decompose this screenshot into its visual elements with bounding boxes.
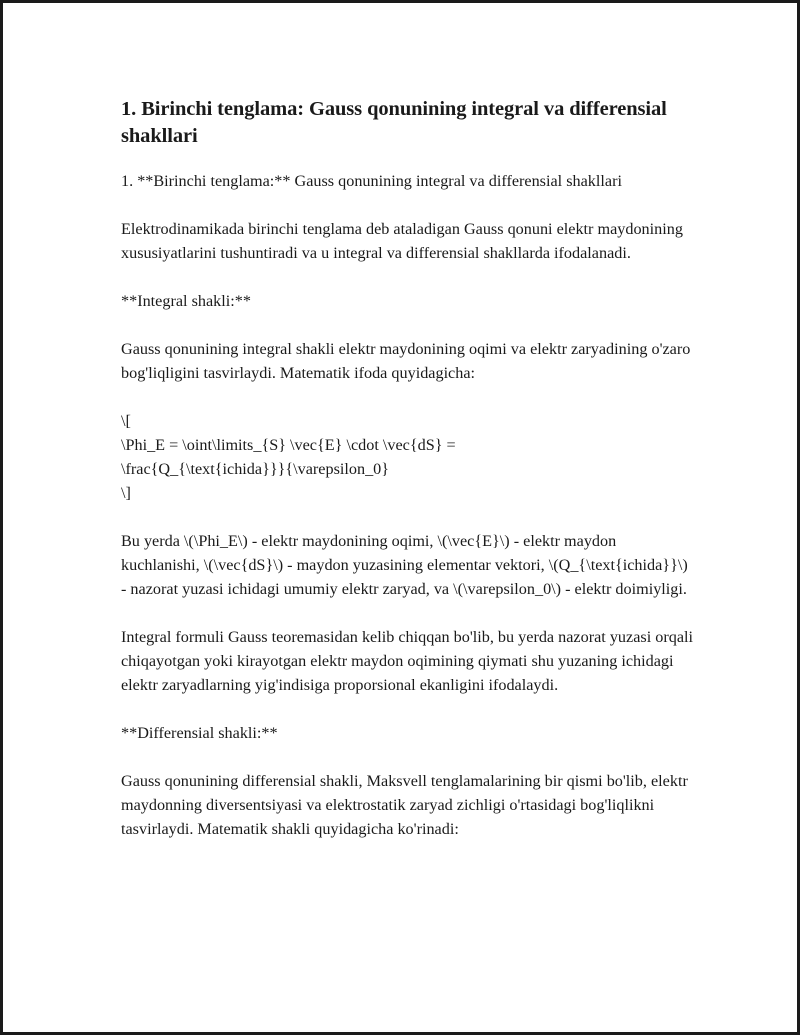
formula-line: \frac{Q_{\text{ichida}}}{\varepsilon_0} — [121, 460, 390, 478]
document-body — [121, 96, 696, 865]
formula-line: \Phi_E = \oint\limits_{S} \vec{E} \cdot \vec{dS} = — [121, 436, 456, 454]
intro-paragraph: Elektrodinamikada birinchi tenglama deb ataladigan Gauss qonuni elektr maydonining xususiyatlarini tushuntiradi va u integral va differensial shakllarda ifodalanadi. — [121, 220, 683, 262]
differential-form-heading: **Differensial shakli:** — [121, 724, 278, 742]
formula-line: \[ — [121, 412, 131, 430]
intro-heading-paragraph: 1. **Birinchi tenglama:** Gauss qonunining integral va differensial shakllari — [121, 172, 622, 190]
differential-form-description: Gauss qonunining differensial shakli, Maksvell tenglamalarining bir qismi bo'lib, elektr maydonning diversentsiyasi va elektrostatik zaryad zichligi o'rtasidagi bog'liqlikni tasvirlaydi. Matematik shakli quyidagicha ko'rinadi: — [121, 772, 688, 838]
symbol-definitions-paragraph: Bu yerda \(\Phi_E\) - elektr maydonining oqimi, \(\vec{E}\) - elektr maydon kuchlanishi, \(\vec{dS}\) - maydon yuzasining elementar vektori, \(Q_{\text{ichida}}\) - nazorat yuzasi ichidagi umumiy elektr zaryad, va \(\varepsilon_0\) - elektr doimiyligi. — [121, 532, 688, 598]
gauss-integral-formula — [121, 409, 696, 505]
formula-line: \] — [121, 484, 131, 502]
integral-explanation-paragraph: Integral formuli Gauss teoremasidan kelib chiqqan bo'lib, bu yerda nazorat yuzasi orqali chiqayotgan yoki kirayotgan elektr maydon oqimining qiymati shu yuzaning ichidagi elektr zaryadlarning yig'indisiga proporsional ekanligini ifodalaydi. — [121, 628, 693, 694]
document-title: 1. Birinchi tenglama: Gauss qonunining integral va differensial shakllari — [121, 98, 667, 147]
integral-form-description: Gauss qonunining integral shakli elektr maydonining oqimi va elektr zaryadining o'zaro bog'liqligini tasvirlaydi. Matematik ifoda quyidagicha: — [121, 340, 691, 382]
integral-form-heading: **Integral shakli:** — [121, 292, 251, 310]
